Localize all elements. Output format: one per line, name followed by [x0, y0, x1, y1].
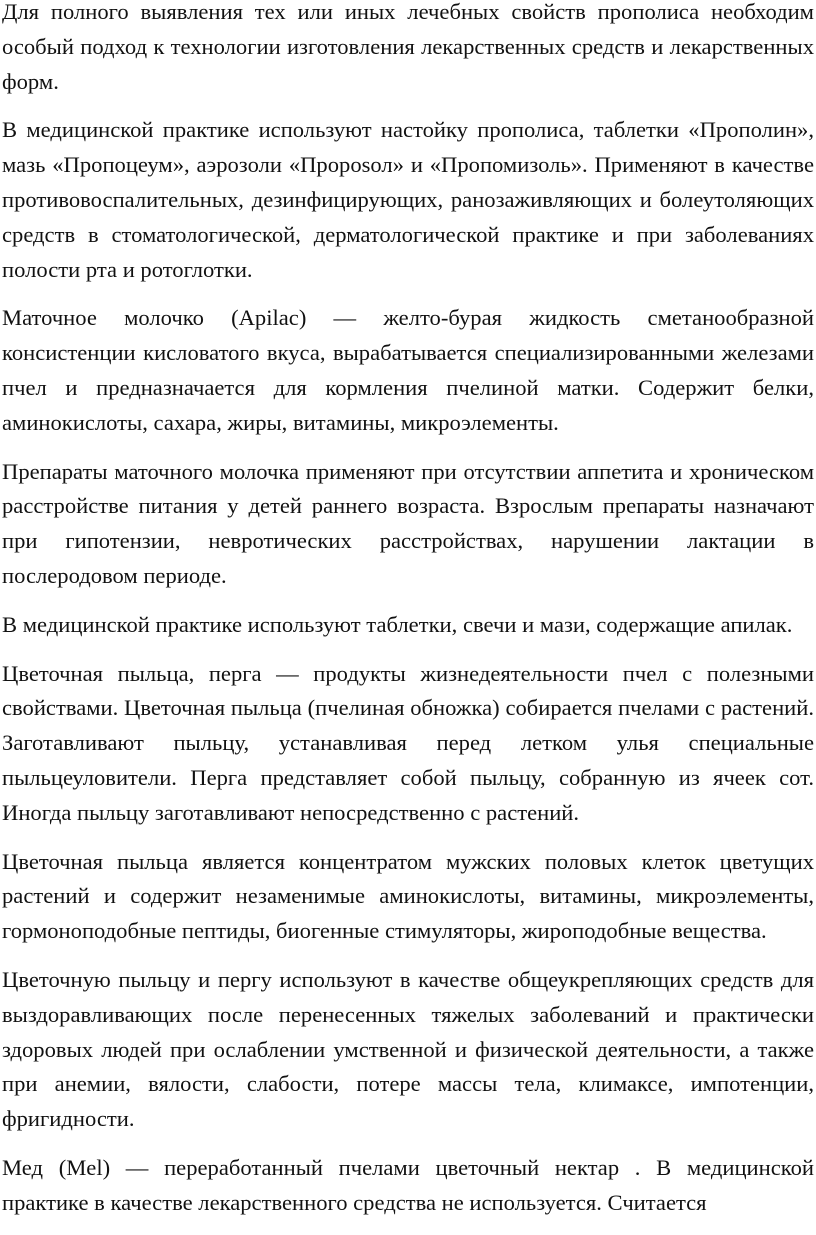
paragraph-royal-jelly: Маточное молочко (Apilac) — желто-бурая жидкость сметанообразной консистенции кисловатого вкуса, вырабатывается специализированными железами пчел и предназначается для кормления пчелиной матки. Содержит белки, аминокислоты, сахара, жиры, витамины, микроэлементы. — [2, 305, 814, 435]
paragraph-royal-jelly-preparations: Препараты маточного молочка применяют при отсутствии аппетита и хроническом расстройстве питания у детей раннего возраста. Взрослым препараты назначают при гипотензии, невротических расстройствах, нарушении лактации в послеродовом периоде. — [2, 458, 814, 588]
paragraph-pollen-composition: Цветочная пыльца является концентратом мужских половых клеток цветущих растений и содержит незаменимые аминокислоты, витамины, микроэлементы, гормоноподобные пептиды, биогенные стимуляторы, жироподобные вещества. — [2, 848, 814, 944]
paragraph-pollen-usage: Цветочную пыльцу и пергу используют в качестве общеукрепляющих средств для выздоравливающих после перенесенных тяжелых заболеваний и практически здоровых людей при ослаблении умственной и физической деятельности, а также при анемии, вялости, слабости, потере массы тела, климаксе, импотенции, фригидности. — [2, 966, 814, 1132]
paragraph-pollen-perga: Цветочная пыльца, перга — продукты жизнедеятельности пчел с полезными свойствами. Цветочная пыльца (пчелиная обножка) собирается пчелами с растений. Заготавливают пыльцу, устанавливая перед летком улья специальные пыльцеуловители. Перга представляет собой пыльцу, собранную из ячеек сот. Иногда пыльцу заготавливают непосредственно с растений. — [2, 660, 814, 825]
paragraph-propolis-practice: В медицинской практике используют настойку прополиса, таблетки «Прополин», мазь «Пропоцеум», аэрозоли «Проposол» и «Пропомизоль». Применяют в качестве противовоспалительных, дезинфицирующих, ранозаживляющих и болеутоляющих средств в стоматологической, дерматологической практике и при заболеваниях полости рта и ротоглотки. — [2, 117, 814, 282]
paragraph-apilac-forms: В медицинской практике используют таблетки, свечи и мази, содержащие апилак. — [2, 611, 793, 637]
paragraph-propolis-technology: Для полного выявления тех или иных лечебных свойств прополиса необходим особый подход к технологии изготовления лекарственных средств и лекарственных форм. — [2, 0, 814, 94]
paragraph-honey: Мед (Mel) — переработанный пчелами цветочный нектар . В медицинской практике в качестве лекарственного средства не используется. Считается — [2, 1154, 814, 1215]
